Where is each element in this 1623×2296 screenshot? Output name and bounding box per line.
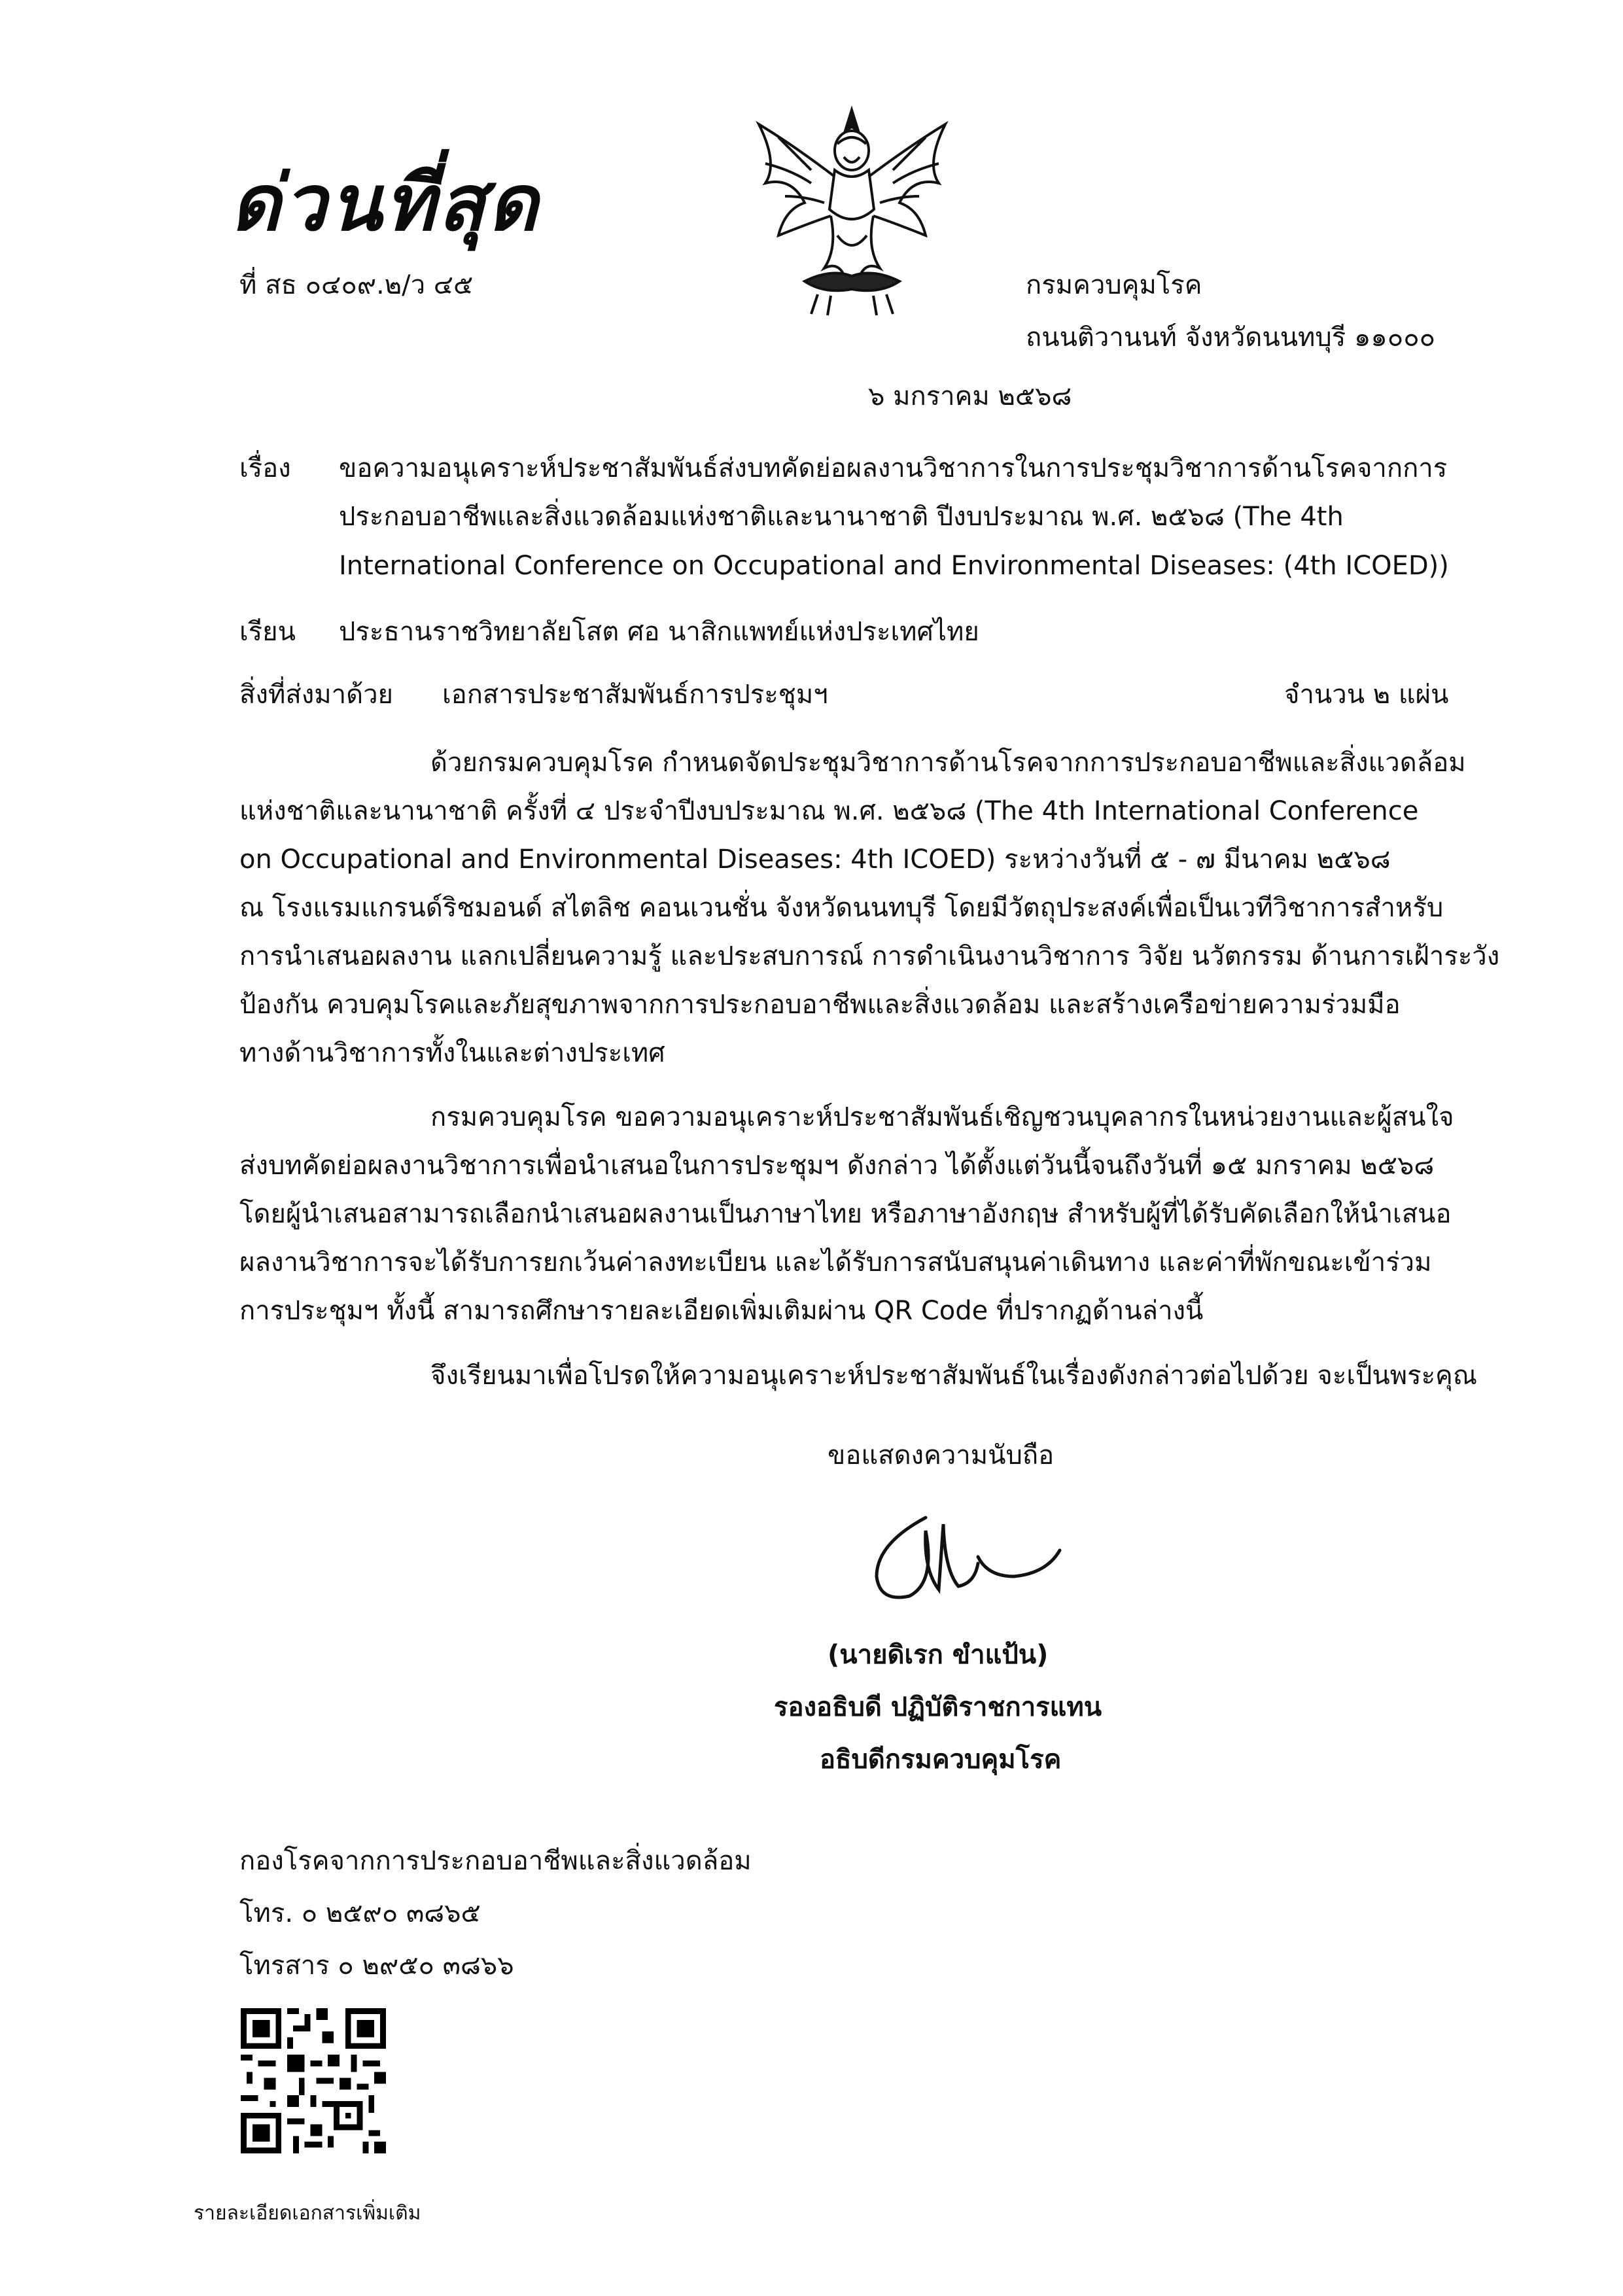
body-line: กรมควบคุมโรค ขอความอนุเคราะห์ประชาสัมพันธ์เชิญชวนบุคลากรในหน่วยงานและผู้สนใจ bbox=[430, 1102, 1454, 1132]
division-name: กองโรคจากการประกอบอาชีพและสิ่งแวดล้อม bbox=[239, 1846, 752, 1876]
enclosure-count: จำนวน ๒ แผ่น bbox=[1284, 680, 1449, 710]
enclosure-label: สิ่งที่ส่งมาด้วย bbox=[239, 680, 393, 710]
urgency-stamp: ด่วนที่สุด bbox=[230, 157, 540, 248]
body-line: ทางด้านวิชาการทั้งในและต่างประเทศ bbox=[239, 1038, 665, 1068]
signer-name: (นายดิเรก ขำแป้น) bbox=[828, 1640, 1049, 1670]
body-line: ส่งบทคัดย่อผลงานวิชาการเพื่อนำเสนอในการประชุมฯ ดังกล่าว ได้ตั้งแต่วันนี้จนถึงวันที่ ๑๕ มกราคม ๒๕๖๘ bbox=[239, 1151, 1435, 1181]
phone-number: โทร. ๐ ๒๕๙๐ ๓๘๖๕ bbox=[239, 1898, 481, 1928]
qr-code-icon[interactable] bbox=[241, 2008, 386, 2153]
body-line: ผลงานวิชาการจะได้รับการยกเว้นค่าลงทะเบียน และได้รับการสนับสนุนค่าเดินทาง และค่าที่พักขณะเข้าร่วม bbox=[239, 1247, 1432, 1278]
body-line: การนำเสนอผลงาน แลกเปลี่ยนความรู้ และประสบการณ์ การดำเนินงานวิชาการ วิจัย นวัตกรรม ด้านการเฝ้าระวัง bbox=[239, 941, 1500, 971]
body-line: การประชุมฯ ทั้งนี้ สามารถศึกษารายละเอียดเพิ่มเติมผ่าน QR Code ที่ปรากฏด้านล่างนี้ bbox=[239, 1296, 1204, 1326]
subject-line: International Conference on Occupational and Environmental Diseases: (4th ICOED)) bbox=[339, 551, 1449, 581]
salutation: ขอแสดงความนับถือ bbox=[828, 1440, 1055, 1470]
signer-title: รองอธิบดี ปฏิบัติราชการแทน bbox=[774, 1692, 1102, 1722]
body-line: ณ โรงแรมแกรนด์ริชมอนด์ สไตลิช คอนเวนชั่น จังหวัดนนทบุรี โดยมีวัตถุประสงค์เพื่อเป็นเวทีวิชาการสำหรับ bbox=[239, 893, 1444, 923]
recipient-label: เรียน bbox=[239, 617, 296, 647]
reference-number: ที่ สธ ๐๔๐๙.๒/ว ๔๕ bbox=[239, 270, 474, 300]
body-line: ด้วยกรมควบคุมโรค กำหนดจัดประชุมวิชาการด้านโรคจากการประกอบอาชีพและสิ่งแวดล้อม bbox=[430, 748, 1466, 778]
garuda-emblem-icon bbox=[739, 105, 965, 321]
subject-line: ประกอบอาชีพและสิ่งแวดล้อมแห่งชาติและนานาชาติ ปีงบประมาณ พ.ศ. ๒๕๖๘ (The 4th bbox=[339, 502, 1344, 532]
document-date: ๖ มกราคม ๒๕๖๘ bbox=[868, 381, 1072, 411]
recipient-value: ประธานราชวิทยาลัยโสต ศอ นาสิกแพทย์แห่งประเทศไทย bbox=[339, 617, 979, 647]
subject-line: ขอความอนุเคราะห์ประชาสัมพันธ์ส่งบทคัดย่อผลงานวิชาการในการประชุมวิชาการด้านโรคจากการ bbox=[339, 453, 1448, 483]
body-line: แห่งชาติและนานาชาติ ครั้งที่ ๔ ประจำปีงบประมาณ พ.ศ. ๒๕๖๘ (The 4th International Conference bbox=[239, 796, 1419, 826]
enclosure-value: เอกสารประชาสัมพันธ์การประชุมฯ bbox=[442, 680, 828, 710]
body-line: โดยผู้นำเสนอสามารถเลือกนำเสนอผลงานเป็นภาษาไทย หรือภาษาอังกฤษ สำหรับผู้ที่ได้รับคัดเลือกให้นำเสนอ bbox=[239, 1199, 1452, 1229]
signature-icon bbox=[864, 1505, 1079, 1609]
body-line: ป้องกัน ควบคุมโรคและภัยสุขภาพจากการประกอบอาชีพและสิ่งแวดล้อม และสร้างเครือข่ายความร่วมมือ bbox=[239, 990, 1401, 1020]
organization-name: กรมควบคุมโรค bbox=[1026, 270, 1202, 300]
qr-caption: รายละเอียดเอกสารเพิ่มเติม bbox=[194, 2202, 421, 2225]
body-line: on Occupational and Environmental Diseases: 4th ICOED) ระหว่างวันที่ ๕ - ๗ มีนาคม ๒๕๖๘ bbox=[239, 844, 1391, 875]
subject-label: เรื่อง bbox=[239, 453, 291, 483]
closing-line: จึงเรียนมาเพื่อโปรดให้ความอนุเคราะห์ประชาสัมพันธ์ในเรื่องดังกล่าวต่อไปด้วย จะเป็นพระคุณ bbox=[430, 1361, 1477, 1391]
organization-address: ถนนติวานนท์ จังหวัดนนทบุรี ๑๑๐๐๐ bbox=[1026, 322, 1436, 353]
signer-title-2: อธิบดีกรมควบคุมโรค bbox=[820, 1745, 1062, 1775]
fax-number: โทรสาร ๐ ๒๙๕๐ ๓๘๖๖ bbox=[239, 1951, 514, 1981]
